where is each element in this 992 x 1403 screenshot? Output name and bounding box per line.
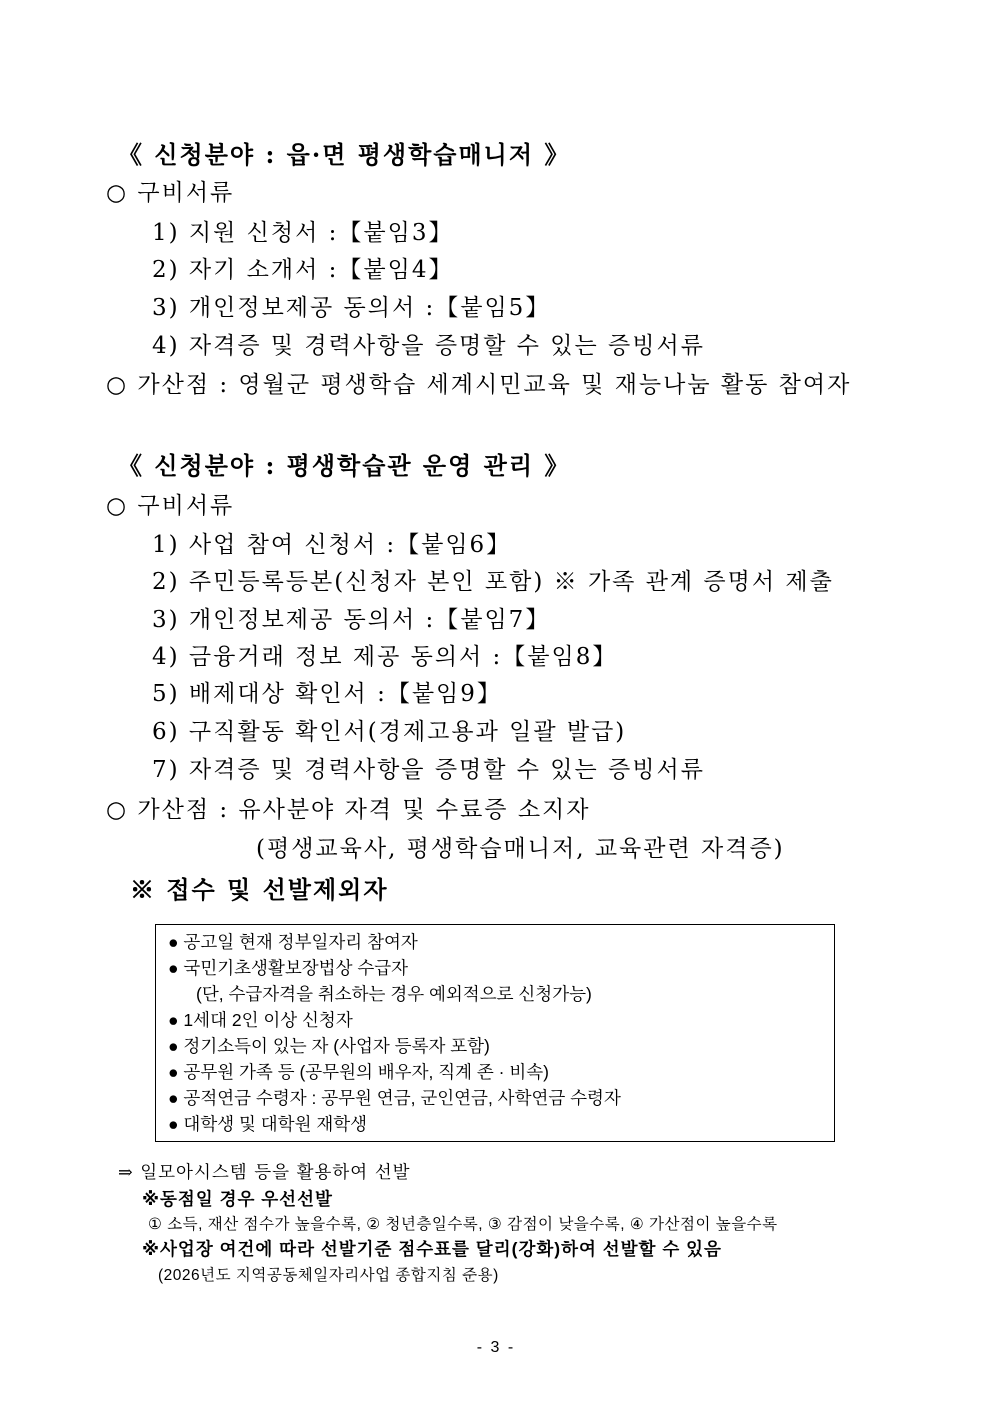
exclusion-item: ● 공적연금 수령자 : 공무원 연금, 군인연금, 사학연금 수령자	[168, 1088, 621, 1108]
section2-doc-item: 3) 개인정보제공 동의서 :【붙임7】	[152, 607, 551, 633]
exclusion-item: ● 국민기초생활보장법상 수급자	[168, 958, 409, 978]
selection-note-detail: (2026년도 지역공동체일자리사업 종합지침 준용)	[158, 1267, 499, 1284]
exclusion-item: ● 공고일 현재 정부일자리 참여자	[168, 932, 418, 952]
section2-doc-item: 4) 금융거래 정보 제공 동의서 :【붙임8】	[152, 644, 618, 670]
selection-method: ⇒ 일모아시스템 등을 활용하여 선발	[118, 1163, 411, 1183]
section2-doc-item: 5) 배제대상 확인서 :【붙임9】	[152, 681, 502, 707]
section2-doc-item: 6) 구직활동 확인서(경제고용과 일괄 발급)	[152, 719, 627, 745]
exclusion-heading: ※ 접수 및 선발제외자	[130, 875, 389, 904]
section2-doc-item: 1) 사업 참여 신청서 :【붙임6】	[152, 532, 512, 558]
selection-note: ※사업장 여건에 따라 선발기준 점수표를 달리(강화)하여 선발할 수 있음	[142, 1239, 722, 1259]
page-number: - 3 -	[476, 1339, 516, 1356]
exclusion-item: ● 대학생 및 대학원 재학생	[168, 1114, 368, 1134]
exclusion-item: ● 공무원 가족 등 (공무원의 배우자, 직계 존 · 비속)	[168, 1062, 549, 1082]
section1-doc-item: 4) 자격증 및 경력사항을 증명할 수 있는 증빙서류	[152, 333, 705, 359]
section1-doc-item: 3) 개인정보제공 동의서 :【붙임5】	[152, 295, 551, 321]
exclusion-item-note: (단, 수급자격을 취소하는 경우 예외적으로 신청가능)	[196, 984, 592, 1004]
section2-doc-item: 2) 주민등록등본(신청자 본인 포함) ※ 가족 관계 증명서 제출	[152, 569, 834, 595]
tie-rule: ① 소득, 재산 점수가 높을수록, ② 청년층일수록, ③ 감점이 낮을수록, ④ 가산점이 높을수록	[148, 1216, 778, 1233]
section1-heading: 《 신청분야 : 읍·면 평생학습매니저 》	[118, 140, 571, 169]
exclusion-item: ● 정기소득이 있는 자 (사업자 등록자 포함)	[168, 1036, 490, 1056]
section1-doc-item: 2) 자기 소개서 :【붙임4】	[152, 257, 454, 283]
section1-bonus: ○ 가산점 : 영월군 평생학습 세계시민교육 및 재능나눔 활동 참여자	[106, 372, 852, 398]
section2-doc-item: 7) 자격증 및 경력사항을 증명할 수 있는 증빙서류	[152, 757, 705, 783]
section1-doc-item: 1) 지원 신청서 :【붙임3】	[152, 220, 454, 246]
section2-bonus-detail: (평생교육사, 평생학습매니저, 교육관련 자격증)	[256, 836, 785, 862]
section2-bonus: ○ 가산점 : 유사분야 자격 및 수료증 소지자	[106, 797, 591, 823]
tie-heading: ※동점일 경우 우선선발	[142, 1189, 333, 1209]
section2-heading: 《 신청분야 : 평생학습관 운영 관리 》	[118, 451, 571, 480]
exclusion-item: ● 1세대 2인 이상 신청자	[168, 1010, 353, 1030]
section1-docs-label: ○ 구비서류	[106, 180, 235, 206]
section2-docs-label: ○ 구비서류	[106, 493, 235, 519]
exclusion-box	[155, 924, 835, 1142]
